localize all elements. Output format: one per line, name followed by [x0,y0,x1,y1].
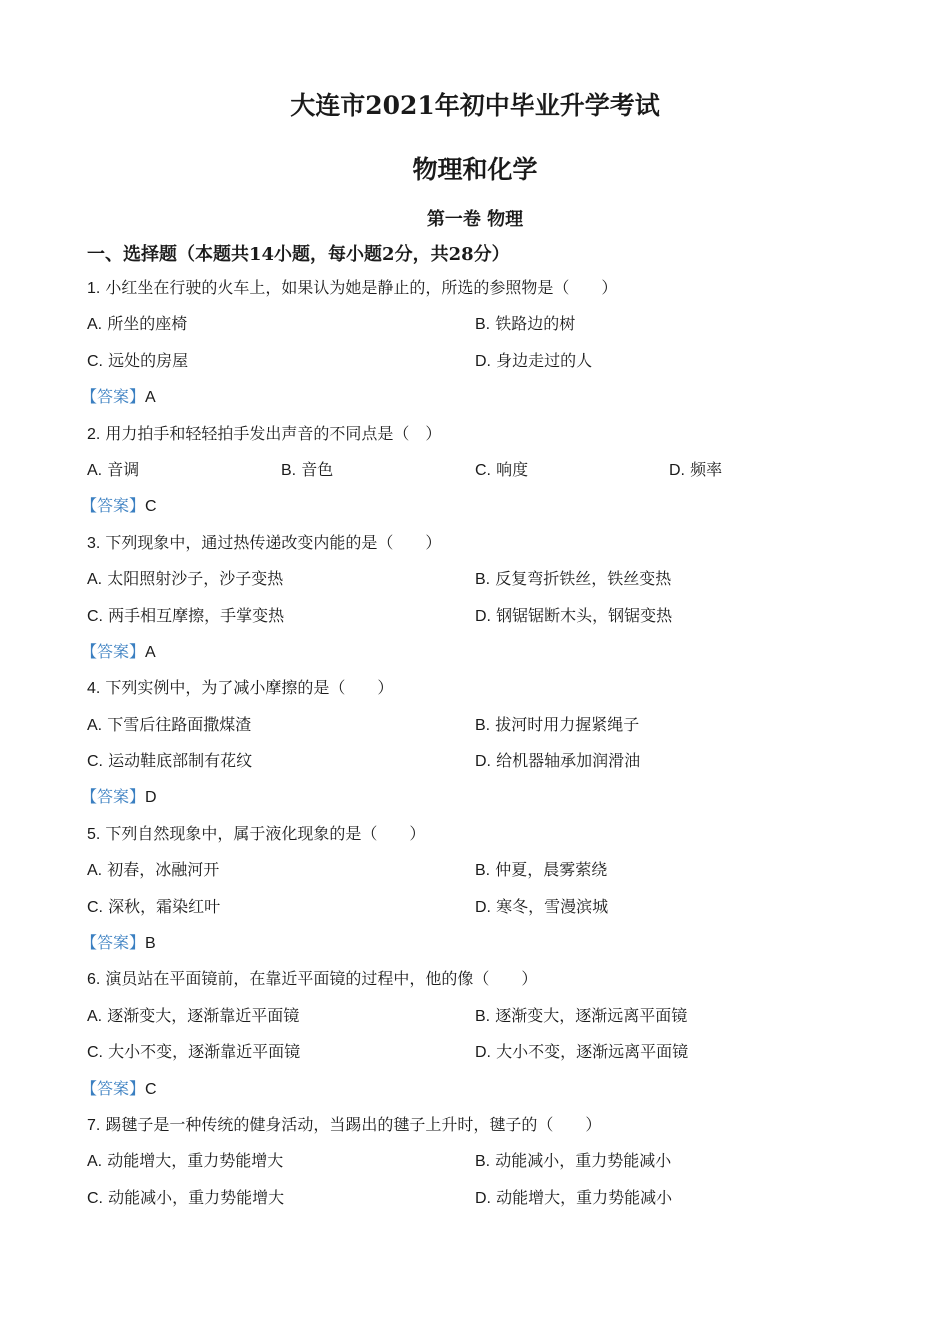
answer-label: 【答案】 [81,641,146,661]
option-c [87,604,284,628]
question-stem [87,822,887,858]
option-text: 身边走过的人 [491,350,593,370]
question-stem [87,1113,887,1149]
option-d [475,749,640,773]
question-number: 5. [87,825,101,843]
option-a [87,567,283,591]
option-a [87,312,187,336]
option-a [87,713,251,737]
option-letter: A. [87,461,103,479]
answer-value: C [145,1080,157,1098]
option-letter: C. [87,753,103,771]
option-d [669,458,722,482]
answer-label: 【答案】 [81,787,146,807]
question-text: 用力拍手和轻轻拍手发出声音的不同点是（ ） [100,423,442,443]
option-row [87,1004,887,1040]
option-d [475,604,672,628]
option-row [87,713,887,749]
option-row [87,349,887,385]
option-letter: C. [87,1044,103,1062]
option-a [87,1004,299,1028]
option-letter: B. [475,1153,491,1171]
option-text: 频率 [685,459,723,479]
option-text: 大小不变，逐渐靠近平面镜 [103,1042,301,1062]
option-text: 反复弯折铁丝，铁丝变热 [490,569,672,589]
option-text: 逐渐变大，逐渐远离平面镜 [490,1005,688,1025]
option-text: 音色 [296,459,334,479]
option-text: 初春，冰融河开 [102,860,220,880]
option-text: 寒冬，雪漫滨城 [491,896,609,916]
option-letter: A. [87,1153,103,1171]
option-text: 动能增大，重力势能增大 [102,1151,284,1171]
option-text: 动能减小，重力势能减小 [490,1151,672,1171]
part-heading: 第一卷 物理 [426,209,524,230]
option-letter: C. [87,898,103,916]
option-row [87,858,887,894]
question-text: 演员站在平面镜前，在靠近平面镜的过程中，他的像（ ） [100,969,538,989]
option-row [87,749,887,785]
option-letter: B. [475,862,491,880]
option-b [475,1004,687,1028]
option-d [475,1040,688,1064]
option-a [87,1149,283,1173]
option-row [87,1149,887,1185]
option-text: 动能减小，重力势能增大 [103,1187,285,1207]
option-b [475,1149,671,1173]
option-text: 钢锯锯断木头，钢锯变热 [491,605,673,625]
question-text: 踢毽子是一种传统的健身活动，当踢出的毽子上升时，毽子的（ ） [100,1114,602,1134]
answer-value: B [145,935,156,953]
question-stem [87,967,887,1003]
answer-value: C [145,498,157,516]
question-stem [87,676,887,712]
option-b [281,458,333,482]
answer-line [81,931,887,967]
option-letter: D. [475,607,491,625]
option-letter: B. [281,461,297,479]
option-row [87,1040,887,1076]
option-letter: A. [87,571,103,589]
option-b [475,858,607,882]
option-text: 仲夏，晨雾萦绕 [490,860,608,880]
option-letter: D. [475,898,491,916]
question-number: 6. [87,971,101,989]
option-text: 拔河时用力握紧绳子 [490,714,640,734]
question-number: 2. [87,425,101,443]
question-number: 4. [87,680,101,698]
option-letter: B. [475,716,491,734]
option-d [475,1186,672,1210]
option-c [475,458,528,482]
option-letter: D. [475,753,491,771]
question-stem [87,422,887,458]
option-letter: A. [87,716,103,734]
option-letter: B. [475,316,491,334]
option-row [87,567,887,603]
question-number: 1. [87,280,101,297]
option-text: 音调 [102,459,140,479]
option-text: 所坐的座椅 [102,314,188,334]
option-letter: D. [475,1044,491,1062]
option-b [475,312,575,336]
option-text: 运动鞋底部制有花纹 [103,751,253,771]
option-text: 给机器轴承加润滑油 [491,751,641,771]
option-text: 大小不变，逐渐远离平面镜 [491,1042,689,1062]
option-letter: B. [475,571,491,589]
option-letter: D. [669,461,685,479]
question-text: 小红坐在行驶的火车上，如果认为她是静止的，所选的参照物是（ ） [100,278,618,297]
option-letter: A. [87,316,103,334]
option-c [87,749,252,773]
option-b [475,567,671,591]
question-number: 3. [87,534,101,552]
option-row [87,1186,887,1222]
option-c [87,895,220,919]
option-letter: A. [87,862,103,880]
option-text: 两手相互摩擦，手掌变热 [103,605,285,625]
answer-value: A [145,389,156,407]
option-row [87,604,887,640]
option-text: 响度 [491,459,529,479]
option-letter: D. [475,1189,491,1207]
option-letter: D. [475,352,491,370]
option-text: 铁路边的树 [490,314,576,334]
answer-value: A [145,643,156,661]
option-c [87,1040,300,1064]
answer-line [81,494,887,530]
answer-line [81,785,887,821]
question-text: 下列自然现象中，属于液化现象的是（ ） [100,823,426,843]
option-text: 动能增大，重力势能减小 [491,1187,673,1207]
option-c [87,1186,284,1210]
answer-label: 【答案】 [81,933,146,953]
option-text: 太阳照射沙子，沙子变热 [102,569,284,589]
answer-line [81,640,887,676]
question-list [81,276,887,1222]
option-text: 逐渐变大，逐渐靠近平面镜 [102,1005,300,1025]
answer-label: 【答案】 [81,496,146,516]
answer-label: 【答案】 [81,1078,146,1098]
question-text: 下列实例中，为了减小摩擦的是（ ） [100,678,394,698]
option-text: 远处的房屋 [103,350,189,370]
answer-label: 【答案】 [81,387,146,407]
option-letter: C. [87,352,103,370]
question-stem [87,276,887,312]
option-a [87,858,219,882]
option-d [475,895,608,919]
option-b [475,713,639,737]
option-letter: B. [475,1007,491,1025]
option-c [87,349,188,373]
option-row [87,895,887,931]
option-text: 下雪后往路面撒煤渣 [102,714,252,734]
answer-value: D [145,789,157,807]
exam-subtitle: 物理和化学 [412,155,538,184]
option-row [87,458,887,494]
answer-line [81,385,887,421]
option-d [475,349,592,373]
question-text: 下列现象中，通过热传递改变内能的是（ ） [100,532,442,552]
option-letter: C. [475,461,491,479]
exam-title: 大连市2021年初中毕业升学考试 [290,91,660,120]
option-a [87,458,139,482]
option-letter: A. [87,1007,103,1025]
question-stem [87,531,887,567]
option-text: 深秋，霜染红叶 [103,896,221,916]
answer-line [81,1077,887,1113]
option-letter: C. [87,607,103,625]
option-row [87,312,887,348]
option-letter: C. [87,1189,103,1207]
section-heading: 一、选择题（本题共14小题，每小题2分，共28分） [87,244,510,265]
question-number: 7. [87,1116,101,1134]
